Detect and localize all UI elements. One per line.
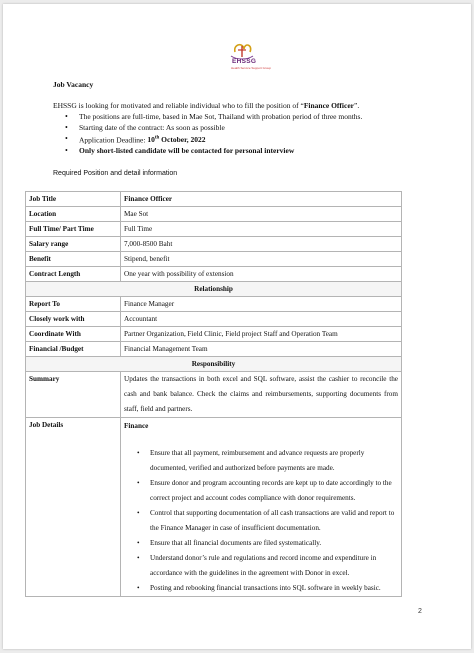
row-label: Location [26,207,121,222]
table-row [26,342,402,357]
table-row [26,192,402,207]
list-item: • Control that supporting documentation of all cash transactions are valid and report to the Finance Manager in case of insufficient documentation. [124,506,398,536]
row-label: Contract Length [26,267,121,282]
row-label: Report To [26,297,121,312]
row-value: One year with possibility of extension [121,267,402,282]
job-details-cell [121,418,402,597]
table-row [26,237,402,252]
table-row [26,418,402,597]
table-row [26,222,402,237]
row-value: Accountant [121,312,402,327]
section-row [26,282,402,297]
row-label: Full Time/ Part Time [26,222,121,237]
row-value: Stipend, benefit [121,252,402,267]
list-item: • Posting and rebooking financial transactions into SQL software in weekly basic. [124,581,398,596]
row-value: Mae Sot [121,207,402,222]
section-row [26,357,402,372]
page-number: 2 [418,608,422,615]
row-value: Full Time [121,222,402,237]
list-item: • Starting date of the contract: As soon as possible [65,123,362,134]
intro-before: EHSSG is looking for motivated and reliable individual who to fill the position of “ [53,101,304,110]
summary-label: Summary [26,372,121,418]
responsibility-heading: Responsibility [26,357,402,372]
logo-text: EHSSG [232,58,257,65]
job-details-label: Job Details [26,418,121,597]
job-details-table [25,191,402,597]
summary-text: Updates the transactions in both excel and SQL software, assist the cashier to reconcile the cash and bank balance. Check the claims and reimbursements, supporting documents from staff, field and partners. [121,372,402,418]
intro-after: ”. [354,101,360,110]
table-row [26,297,402,312]
shortlist-note: • Only short-listed candidate will be contacted for personal interview [65,146,362,157]
table-row [26,252,402,267]
document-page [3,4,471,649]
row-label: Coordinate With [26,327,121,342]
vacancy-bullet-list [65,112,362,157]
row-label: Benefit [26,252,121,267]
list-item: • Understand donor’s rule and regulations and record income and expenditure in accordance with the guidelines in the agreement with Donor in excel. [124,551,398,581]
deadline-item [65,134,362,146]
table-row [26,207,402,222]
row-value: Financial Management Team [121,342,402,357]
finance-subheading: Finance [124,422,149,430]
list-item: • Ensure that all payment, reimbursement and advance requests are properly documented, verified and authorized before payments are made. [124,446,398,476]
row-value: 7,000-8500 Baht [121,237,402,252]
row-label: Salary range [26,237,121,252]
deadline-label: Application Deadline: [79,135,148,145]
row-value: Finance Manager [121,297,402,312]
list-item: • The positions are full-time, based in Mae Sot, Thailand with probation period of three months. [65,112,362,123]
intro-paragraph [53,101,359,110]
job-vacancy-heading: Job Vacancy [53,80,94,89]
row-value: Partner Organization, Field Clinic, Field project Staff and Operation Team [121,327,402,342]
deadline-date: 10th October, 2022 [147,135,206,145]
table-row [26,312,402,327]
required-info-heading: Required Position and detail information [53,170,178,177]
list-item: • Ensure donor and program accounting records are kept up to date accordingly to the correct project and account codes compliance with donor requirements. [124,476,398,506]
job-details-list [124,446,398,595]
table-row [26,372,402,418]
list-item: • Ensure that all financial documents are filed systematically. [124,536,398,551]
table-row [26,267,402,282]
logo-subtext: Health Service Support Group [231,66,272,70]
table-row [26,327,402,342]
intro-position: Finance Officer [303,101,355,110]
relationship-heading: Relationship [26,282,402,297]
row-label: Closely work with [26,312,121,327]
row-value: Finance Officer [121,192,402,207]
row-label: Financial /Budget [26,342,121,357]
row-label: Job Title [26,192,121,207]
